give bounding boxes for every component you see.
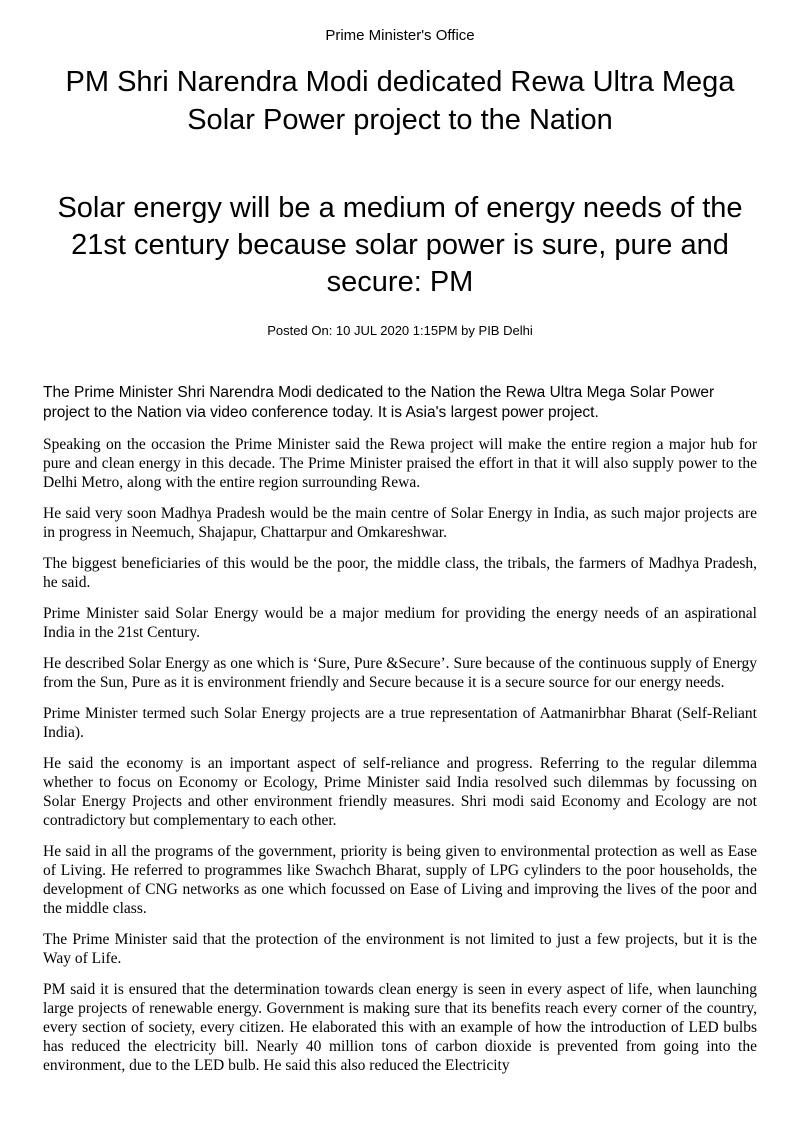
lead-paragraph: The Prime Minister Shri Narendra Modi dedicated to the Nation the Rewa Ultra Mega Solar Power project to the Nation via video conference today. It is Asia's largest power project. [43, 384, 715, 421]
paragraph: The Prime Minister said that the protection of the environment is not limited to just a few projects, but it is the Way of Life. [43, 931, 757, 967]
paragraph: He said very soon Madhya Pradesh would be the main centre of Solar Energy in India, as such major projects are in progress in Neemuch, Shajapur, Chattarpur and Omkareshwar. [43, 505, 757, 541]
office-name: Prime Minister's Office [325, 27, 475, 44]
paragraph: He said the economy is an important aspect of self-reliance and progress. Referring to the regular dilemma whether to focus on Economy or Ecology, Prime Minister said India resolved such dilemmas by focussing on Solar Energy Projects and other environment friendly measures. Shri modi said Economy and Ecology are not contradictory but complementary to each other. [43, 755, 757, 829]
paragraph: The biggest beneficiaries of this would be the poor, the middle class, the tribals, the farmers of Madhya Pradesh, he said. [43, 555, 757, 591]
paragraph: PM said it is ensured that the determination towards clean energy is seen in every aspect of life, when launching large projects of renewable energy. Government is making sure that its benefits reach every corner of the country, every section of society, every citizen. He elaborated this with an example of how the introduction of LED bulbs has reduced the electricity bill. Nearly 40 million tons of carbon dioxide is prevented from going into the environment, due to the LED bulb. He said this also reduced the Electricity [43, 981, 757, 1074]
paragraph: Speaking on the occasion the Prime Minister said the Rewa project will make the entire region a major hub for pure and clean energy in this decade. The Prime Minister praised the effort in that it will also supply power to the Delhi Metro, along with the entire region surrounding Rewa. [43, 436, 757, 491]
posted-info: Posted On: 10 JUL 2020 1:15PM by PIB Delhi [267, 323, 533, 338]
page-title: PM Shri Narendra Modi dedicated Rewa Ultra Mega Solar Power project to the Nation [65, 66, 735, 136]
paragraph: He said in all the programs of the government, priority is being given to environmental protection as well as Ease of Living. He referred to programmes like Swachch Bharat, supply of LPG cylinders to the poor households, the development of CNG networks as one which focussed on Ease of Living and improving the lives of the poor and the middle class. [43, 843, 757, 917]
article-body [43, 383, 757, 1087]
paragraph: Prime Minister termed such Solar Energy projects are a true representation of Aatmanirbhar Bharat (Self-Reliant India). [43, 705, 757, 741]
paragraph: Prime Minister said Solar Energy would be a major medium for providing the energy needs of an aspirational India in the 21st Century. [43, 605, 757, 641]
paragraph: He described Solar Energy as one which is ‘Sure, Pure &Secure’. Sure because of the continuous supply of Energy from the Sun, Pure as it is environment friendly and Secure because it is a secure source for our energy needs. [43, 655, 757, 691]
page-subtitle: Solar energy will be a medium of energy needs of the 21st century because solar power is sure, pure and secure: PM [57, 192, 743, 298]
